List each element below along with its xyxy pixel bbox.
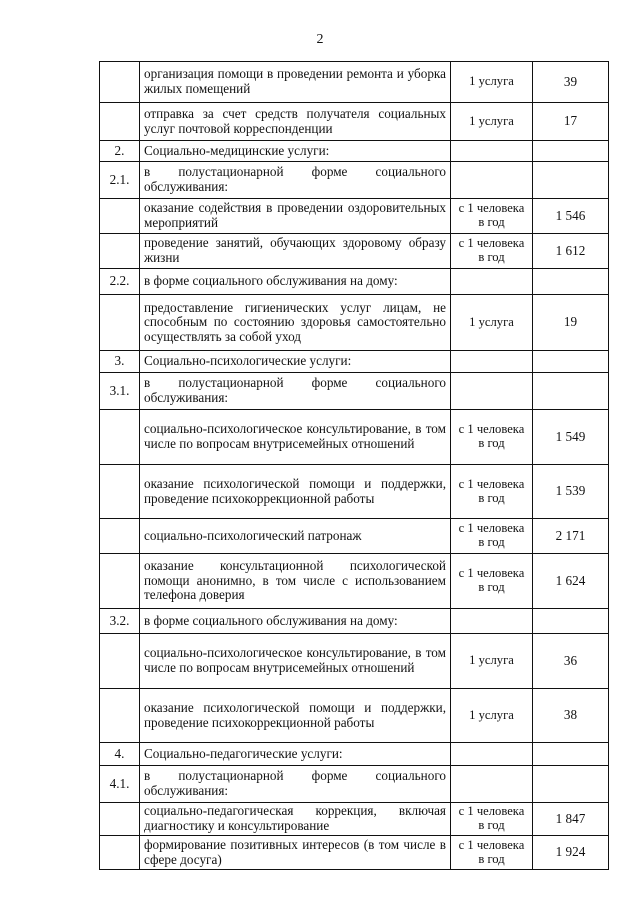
table-row bbox=[100, 62, 609, 103]
table-row bbox=[100, 141, 609, 162]
price-cell bbox=[533, 141, 609, 162]
row-number-cell: 4. bbox=[100, 743, 140, 766]
table-row bbox=[100, 554, 609, 609]
price-cell: 39 bbox=[533, 62, 609, 103]
row-number-cell bbox=[100, 634, 140, 689]
service-name-cell: в форме социального обслуживания на дому: bbox=[140, 609, 451, 634]
service-name-cell: предоставление гигиенических услуг лицам, не способным по состоянию здоровья самостоятельно осуществлять за собой уход bbox=[140, 295, 451, 351]
unit-cell: 1 услуга bbox=[451, 689, 533, 743]
table-row bbox=[100, 766, 609, 803]
unit-cell: с 1 человека в год bbox=[451, 234, 533, 269]
row-number-cell: 3. bbox=[100, 351, 140, 373]
row-number-cell: 3.2. bbox=[100, 609, 140, 634]
table-row bbox=[100, 103, 609, 141]
row-number-cell bbox=[100, 689, 140, 743]
service-name-cell: социально-психологическое консультирование, в том числе по вопросам внутрисемейных отношений bbox=[140, 634, 451, 689]
price-cell bbox=[533, 373, 609, 410]
table-row bbox=[100, 836, 609, 870]
price-cell: 1 549 bbox=[533, 410, 609, 465]
unit-cell bbox=[451, 609, 533, 634]
table-row bbox=[100, 609, 609, 634]
services-table-body bbox=[100, 62, 609, 870]
service-name-cell: организация помощи в проведении ремонта и уборка жилых помещений bbox=[140, 62, 451, 103]
unit-cell: 1 услуга bbox=[451, 103, 533, 141]
row-number-cell bbox=[100, 836, 140, 870]
row-number-cell bbox=[100, 295, 140, 351]
price-cell bbox=[533, 351, 609, 373]
table-row bbox=[100, 519, 609, 554]
row-number-cell: 2.2. bbox=[100, 269, 140, 295]
service-name-cell: оказание психологической помощи и поддержки, проведение психокоррекционной работы bbox=[140, 465, 451, 519]
table-row bbox=[100, 373, 609, 410]
services-table bbox=[99, 61, 609, 870]
row-number-cell bbox=[100, 199, 140, 234]
row-number-cell: 2.1. bbox=[100, 162, 140, 199]
row-number-cell bbox=[100, 554, 140, 609]
price-cell: 2 171 bbox=[533, 519, 609, 554]
service-name-cell: социально-психологическое консультирование, в том числе по вопросам внутрисемейных отношений bbox=[140, 410, 451, 465]
service-name-cell: Социально-психологические услуги: bbox=[140, 351, 451, 373]
unit-cell bbox=[451, 743, 533, 766]
row-number-cell bbox=[100, 519, 140, 554]
unit-cell: с 1 человека в год bbox=[451, 803, 533, 836]
unit-cell: с 1 человека в год bbox=[451, 410, 533, 465]
row-number-cell bbox=[100, 103, 140, 141]
table-row bbox=[100, 234, 609, 269]
price-cell bbox=[533, 766, 609, 803]
service-name-cell: в полустационарной форме социального обслуживания: bbox=[140, 162, 451, 199]
price-cell: 38 bbox=[533, 689, 609, 743]
row-number-cell bbox=[100, 62, 140, 103]
service-name-cell: в полустационарной форме социального обслуживания: bbox=[140, 766, 451, 803]
price-cell bbox=[533, 743, 609, 766]
price-cell bbox=[533, 609, 609, 634]
unit-cell: с 1 человека в год bbox=[451, 554, 533, 609]
unit-cell: с 1 человека в год bbox=[451, 465, 533, 519]
row-number-cell: 3.1. bbox=[100, 373, 140, 410]
table-row bbox=[100, 295, 609, 351]
table-row bbox=[100, 269, 609, 295]
service-name-cell: формирование позитивных интересов (в том числе в сфере досуга) bbox=[140, 836, 451, 870]
unit-cell bbox=[451, 351, 533, 373]
price-cell: 1 539 bbox=[533, 465, 609, 519]
row-number-cell: 4.1. bbox=[100, 766, 140, 803]
page-number: 2 bbox=[316, 32, 324, 47]
table-row bbox=[100, 743, 609, 766]
unit-cell: с 1 человека в год bbox=[451, 836, 533, 870]
table-row bbox=[100, 634, 609, 689]
service-name-cell: в полустационарной форме социального обслуживания: bbox=[140, 373, 451, 410]
unit-cell: 1 услуга bbox=[451, 295, 533, 351]
unit-cell: с 1 человека в год bbox=[451, 519, 533, 554]
unit-cell bbox=[451, 162, 533, 199]
row-number-cell bbox=[100, 410, 140, 465]
table-row bbox=[100, 199, 609, 234]
price-cell: 17 bbox=[533, 103, 609, 141]
price-cell: 1 546 bbox=[533, 199, 609, 234]
service-name-cell: Социально-педагогические услуги: bbox=[140, 743, 451, 766]
row-number-cell bbox=[100, 465, 140, 519]
unit-cell: 1 услуга bbox=[451, 62, 533, 103]
price-cell: 1 612 bbox=[533, 234, 609, 269]
unit-cell bbox=[451, 141, 533, 162]
service-name-cell: Социально-медицинские услуги: bbox=[140, 141, 451, 162]
row-number-cell bbox=[100, 803, 140, 836]
row-number-cell: 2. bbox=[100, 141, 140, 162]
unit-cell bbox=[451, 766, 533, 803]
unit-cell: с 1 человека в год bbox=[451, 199, 533, 234]
price-cell bbox=[533, 162, 609, 199]
table-row bbox=[100, 351, 609, 373]
unit-cell: 1 услуга bbox=[451, 634, 533, 689]
table-row bbox=[100, 803, 609, 836]
price-cell bbox=[533, 269, 609, 295]
table-row bbox=[100, 465, 609, 519]
service-name-cell: в форме социального обслуживания на дому: bbox=[140, 269, 451, 295]
service-name-cell: оказание психологической помощи и поддержки, проведение психокоррекционной работы bbox=[140, 689, 451, 743]
table-row bbox=[100, 162, 609, 199]
price-cell: 1 624 bbox=[533, 554, 609, 609]
table-row bbox=[100, 410, 609, 465]
row-number-cell bbox=[100, 234, 140, 269]
price-cell: 1 847 bbox=[533, 803, 609, 836]
service-name-cell: отправка за счет средств получателя социальных услуг почтовой корреспонденции bbox=[140, 103, 451, 141]
price-cell: 19 bbox=[533, 295, 609, 351]
service-name-cell: социально-психологический патронаж bbox=[140, 519, 451, 554]
price-cell: 1 924 bbox=[533, 836, 609, 870]
service-name-cell: проведение занятий, обучающих здоровому образу жизни bbox=[140, 234, 451, 269]
table-row bbox=[100, 689, 609, 743]
unit-cell bbox=[451, 269, 533, 295]
service-name-cell: оказание содействия в проведении оздоровительных мероприятий bbox=[140, 199, 451, 234]
service-name-cell: социально-педагогическая коррекция, включая диагностику и консультирование bbox=[140, 803, 451, 836]
service-name-cell: оказание консультационной психологической помощи анонимно, в том числе с использованием телефона доверия bbox=[140, 554, 451, 609]
price-cell: 36 bbox=[533, 634, 609, 689]
unit-cell bbox=[451, 373, 533, 410]
